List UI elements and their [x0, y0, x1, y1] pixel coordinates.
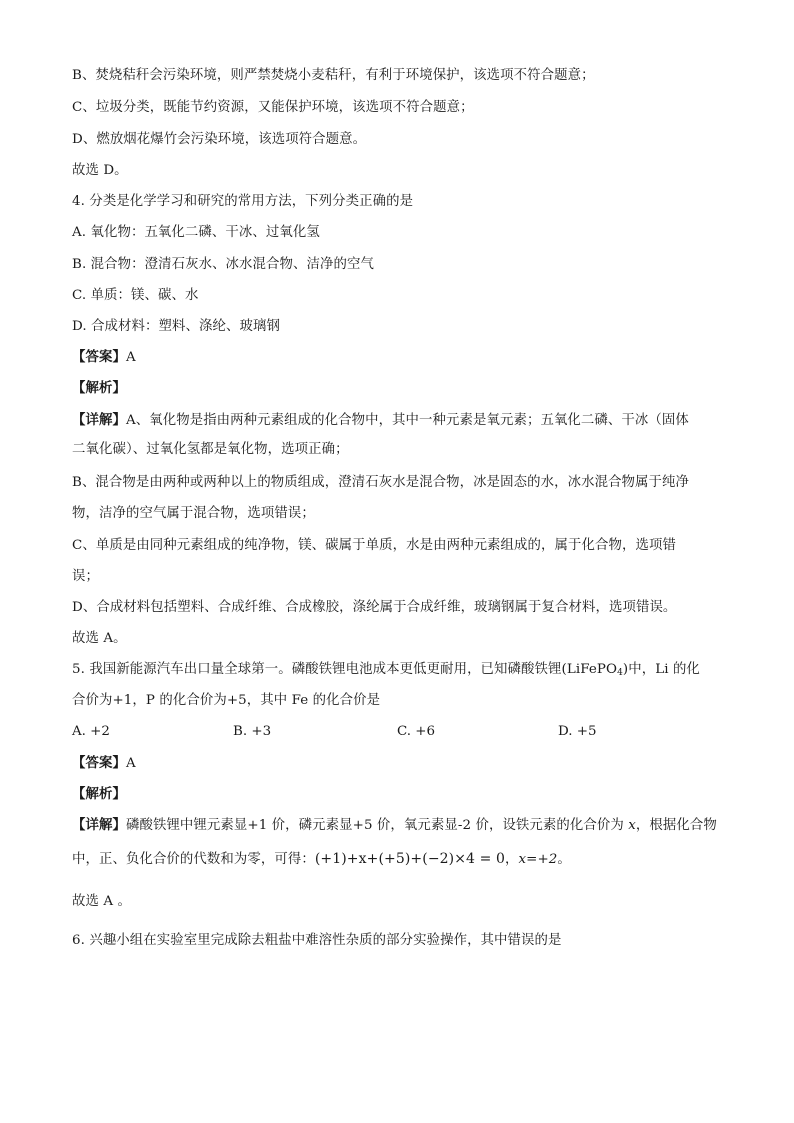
q4-detail-line-5: C、单质是由同种元素组成的纯净物，镁、碳属于单质，水是由两种元素组成的，属于化合物，选项错 — [72, 538, 676, 553]
q4-detail-line-4: 物，洁净的空气属于混合物，选项错误； — [72, 506, 315, 521]
q5-detail-text-b: ，根据化合物 — [635, 818, 717, 833]
formula-subscript: 4 — [617, 668, 623, 678]
q5-answer-line — [72, 753, 732, 774]
variable-x: x — [628, 818, 636, 833]
q5-detail-text-c: 中，正、负化合价的代数和为零，可得： — [72, 852, 315, 867]
q5-option-d: D. +5 — [558, 724, 597, 739]
valence-result: x=+2 — [518, 852, 558, 867]
q4-option-b: B. 混合物：澄清石灰水、冰水混合物、洁净的空气 — [72, 257, 374, 272]
answer-tag: 【答案】 — [72, 755, 126, 771]
q4-conclusion: 故选 A。 — [72, 631, 127, 646]
q4-answer-line — [72, 347, 732, 368]
q4-detail-line-6: 误； — [72, 569, 99, 584]
q4-detail-text: A、氧化物是指由两种元素组成的化合物中，其中一种元素是氧元素；五氧化二磷、干冰（固体 — [125, 413, 689, 428]
valence-equation: (+1)+x+(+5)+(−2)×4 = 0 — [314, 851, 505, 867]
q4-option-d: D. 合成材料：塑料、涤纶、玻璃钢 — [72, 319, 280, 334]
q5-analysis-tag: 【解析】 — [72, 786, 126, 802]
q4-option-c: C. 单质：镁、碳、水 — [72, 288, 199, 303]
q5-answer: A — [125, 756, 136, 771]
q3-conclusion: 故选 D。 — [72, 163, 128, 178]
q4-detail-line-7: D、合成材料包括塑料、合成纤维、合成橡胶，涤纶属于合成纤维，玻璃钢属于复合材料，选项错误。 — [72, 600, 677, 615]
q4-answer: A — [125, 350, 136, 365]
q3-option-d-explanation: D、燃放烟花爆竹会污染环境，该选项符合题意。 — [72, 132, 367, 147]
q5-option-c: C. +6 — [397, 724, 436, 739]
q5-detail-period: 。 — [557, 852, 571, 867]
q4-detail-line-3: B、混合物是由两种或两种以上的物质组成，澄清石灰水是混合物，冰是固态的水，冰水混合物属于纯净 — [72, 475, 690, 490]
answer-tag: 【答案】 — [72, 349, 126, 365]
q5-detail-line-1 — [72, 815, 732, 836]
q5-stem-text-a: 5. 我国新能源汽车出口量全球第一。磷酸铁锂电池成本更低更耐用，已知磷酸铁锂(LiFePO — [72, 662, 618, 677]
q4-detail-line-1 — [72, 410, 732, 431]
q5-option-a: A. +2 — [72, 724, 110, 739]
q5-conclusion: 故选 A 。 — [72, 894, 131, 909]
q5-option-b: B. +3 — [233, 724, 272, 739]
q4-analysis-tag: 【解析】 — [72, 380, 126, 396]
q3-option-b-explanation: B、焚烧秸秆会污染环境，则严禁焚烧小麦秸秆，有利于环境保护，该选项不符合题意； — [72, 68, 595, 83]
q6-stem: 6. 兴趣小组在实验室里完成除去粗盐中难溶性杂质的部分实验操作，其中错误的是 — [72, 933, 562, 948]
detail-tag: 【详解】 — [72, 817, 126, 833]
detail-tag: 【详解】 — [72, 412, 126, 428]
q5-detail-punct: ， — [505, 852, 519, 867]
q5-stem-line-2: 合价为+1，P 的化合价为+5，其中 Fe 的化合价是 — [72, 693, 381, 708]
q4-stem: 4. 分类是化学学习和研究的常用方法，下列分类正确的是 — [72, 194, 414, 209]
q5-detail-line-2 — [72, 849, 732, 870]
q3-option-c-explanation: C、垃圾分类，既能节约资源，又能保护环境，该选项不符合题意； — [72, 100, 474, 115]
q4-option-a: A. 氧化物：五氧化二磷、干冰、过氧化氢 — [72, 225, 320, 240]
q5-detail-text-a: 磷酸铁锂中锂元素显+1 价，磷元素显+5 价，氧元素显-2 价，设铁元素的化合价为 — [125, 818, 629, 833]
q5-stem-text-b: )中，Li 的化 — [622, 662, 700, 677]
q4-detail-line-2: 二氧化碳）、过氧化氢都是氧化物，选项正确； — [72, 442, 349, 457]
q5-stem-line-1 — [72, 660, 732, 680]
